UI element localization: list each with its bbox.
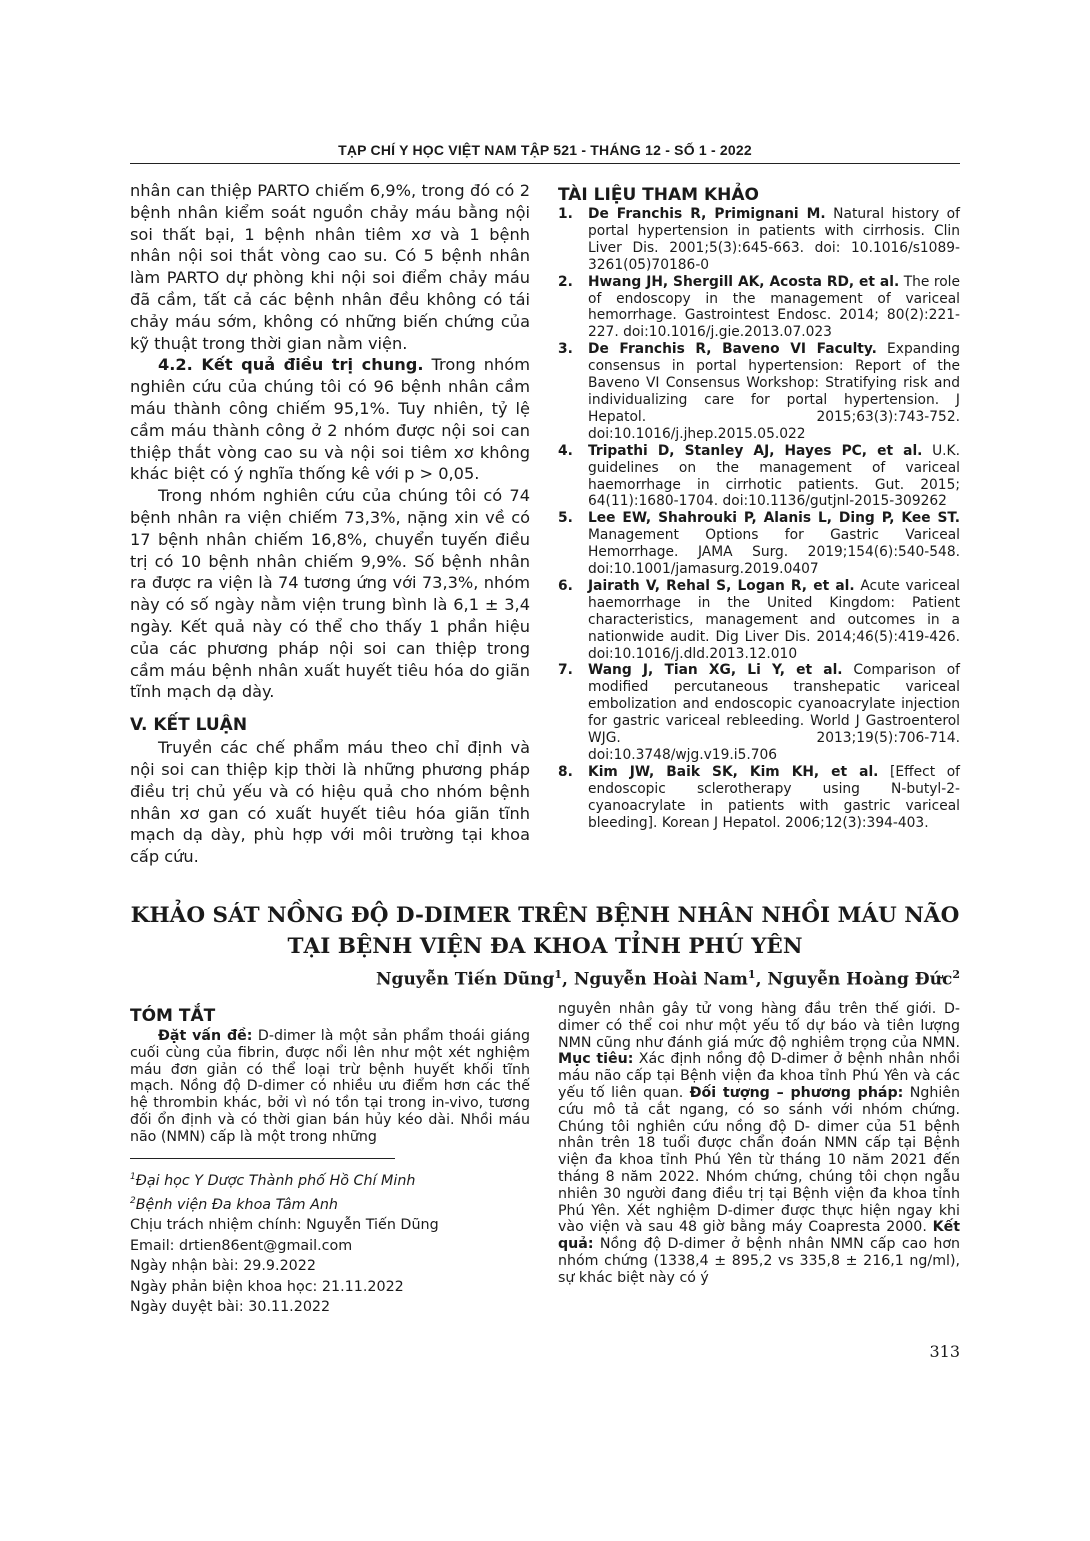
reference-text: Management Options for Gastric Variceal Hemorrhage. JAMA Surg. 2019;154(6):540-548. doi:10.1001/jamasurg.2019.0407 [588,527,960,578]
author-list [130,968,960,990]
summary-heading: TÓM TẮT [130,1006,216,1026]
reference-text: Comparison of modified percutaneous transhepatic variceal embolization and endoscopic cyanoacrylate injection for gastric variceal rebleeding. World J Gastroenterol WJG. 2013;19(5):706-714. doi:10.3748/wjg.v19.i5.706 [588,662,960,763]
reference-text: U.K. guidelines on the management of variceal haemorrhage in cirrhotic patients. Gut. 2015; 64(11):1680-1704. doi:10.1136/gutjnl-2015-309262 [588,442,960,510]
reference-item [558,578,960,663]
author-affiliation-mark: 2 [952,968,960,981]
reference-number: 7. [558,662,573,679]
reference-authors: Jairath V, Rehal S, Logan R, et al. [588,577,855,594]
paragraph-results-text: Trong nhóm nghiên cứu của chúng tôi có 96 bệnh nhân cầm máu thành công chiếm 95,1%. Tuy nhiên, tỷ lệ cầm máu thành công ở 2 nhóm được nội soi can thiệp thắt vòng cao su và nội soi tiêm xơ không khác biệt có ý nghĩa thống kê với p > 0,05. [130,355,530,484]
summary-text: Nồng độ D-dimer ở bệnh nhân NMN cấp cao hơn nhóm chứng (1338,4 ± 895,2 vs 335,8 ± 216,1 ng/ml), sự khác biệt này có ý [558,1236,960,1286]
reference-item [558,341,960,442]
reference-authors: Wang J, Tian XG, Li Y, et al. [588,662,843,679]
summary-label: Kết quả: [558,1219,960,1253]
reference-item [558,206,960,274]
summary-text: nguyên nhân gây tử vong hàng đầu trên thế giới. D-dimer có thể coi như một yếu tố dự báo và tiên lượng NMN cũng như đánh giá mức độ nghiêm trọng của NMN. [558,1001,960,1051]
summary-continued [558,1001,960,1287]
author-affiliation-mark: 1 [747,968,756,981]
summary-text: D-dimer là một sản phẩm thoái giáng cuối cùng của fibrin, được nổi lên như một xét nghiệm máu đơn giản có thể loại trừ bệnh huyết khối tĩnh mạch. Nồng độ D-dimer có nhiều ưu điểm hơn các thế hệ thrombin khác, bởi vì nó tồn tại trong in-vivo, tương đối ổn định và có thời gian bán hủy kéo dài. Nhồi máu não (NMN) cấp là một trong những [130,1028,530,1145]
author-name: Nguyễn Hoàng Đức [767,969,953,990]
paragraph-parto: nhân can thiệp PARTO chiếm 6,9%, trong đó có 2 bệnh nhân kiểm soát nguồn chảy máu bằng nội soi thất bại, 1 bệnh nhân tiêm xơ và 1 bệnh nhân nội soi thắt vòng cao su. Có 5 bệnh nhân làm PARTO dự phòng khi nội soi điểm chảy máu đã cầm, tất cả các bệnh nhân đều không có tái chảy máu sớm, không có những biến chứng của kỹ thuật trong thời gian nằm viện. [130,181,530,353]
footnote-rule [130,1158,395,1159]
reference-text: Natural history of portal hypertension in patients with cirrhosis. Clin Liver Dis. 2001;5(3):645-663. doi: 10.1016/s1089-3261(05)70186-0 [588,206,960,273]
header-rule [130,163,960,164]
reference-body [588,443,960,511]
affiliation-2 [130,1191,530,1215]
author-name: Nguyễn Tiến Dũng [376,969,555,990]
article-title [130,900,960,962]
summary-right-column [558,1001,960,1287]
reference-number: 6. [558,577,573,594]
reference-text: The role of endoscopy in the management of variceal hemorrhage. Gastrointest Endosc. 2014; 80(2):221-227. doi:10.1016/j.gie.2013.07.023 [588,273,960,341]
article-title-line: TẠI BỆNH VIỆN ĐA KHOA TỈNH PHÚ YÊN [287,934,803,959]
author-affiliation-mark: 1 [554,968,562,981]
summary-text: Nghiên cứu mô tả cắt ngang, có so sánh với nhóm chứng. Chúng tôi nghiên cứu nồng độ D- dimer của 51 bệnh nhân trên 18 tuổi được chẩn đoán NMN cấp tại Bệnh viện đa khoa tỉnh Phú Yên từ tháng 10 năm 2021 đến tháng 8 năm 2022. Nhóm chứng, chúng tôi chọn ngẫu nhiên 30 người đang điều trị tại Bệnh viện đa khoa tỉnh Phú Yên. Xét nghiệm D-dimer được thực hiện ngay khi vào viện và sau 48 giờ bằng máy Coapresta 2000. [558,1084,960,1236]
reference-item [558,274,960,342]
reference-body [588,206,960,274]
author-separator: , [755,969,768,990]
reference-authors: Lee EW, Shahrouki P, Alanis L, Ding P, Kee ST. [588,510,960,527]
reference-authors: Kim JW, Baik SK, Kim KH, et al. [588,763,879,780]
reference-number: 1. [558,206,573,222]
date-accepted: Ngày duyệt bài: 30.11.2022 [130,1299,331,1316]
reference-number: 2. [558,273,573,290]
paragraph-conclusion: Truyền các chế phẩm máu theo chỉ định và nội soi can thiệp kịp thời là những phương pháp điều trị chủ yếu và có hiệu quả cho nhóm bệnh nhân xơ gan có xuất huyết tiêu hóa giãn tĩnh mạch dạ dày, phù hợp với môi trường tại khoa cấp cứu. [130,738,530,867]
reference-authors: De Franchis R, Baveno VI Faculty. [588,341,877,358]
affiliation-text: Bệnh viện Đa khoa Tâm Anh [135,1196,338,1213]
reference-body [588,764,960,832]
corresponding-author: Chịu trách nhiệm chính: Nguyễn Tiến Dũng [130,1217,439,1234]
date-reviewed: Ngày phản biện khoa học: 21.11.2022 [130,1278,404,1295]
reference-item [558,764,960,832]
reference-number: 3. [558,341,573,358]
reference-body [588,578,960,663]
references-column [558,185,960,832]
reference-number: 8. [558,763,573,780]
affiliation-mark: 1 [130,1171,136,1182]
reference-body [588,274,960,342]
paragraph-discharge: Trong nhóm nghiên cứu của chúng tôi có 74 bệnh nhân ra viện chiếm 73,3%, nặng xin về có 17 bệnh nhân chiếm 16,8%, chuyển tuyến điều trị có 10 bệnh nhân chiếm 9,9%. Số bệnh nhân ra được ra viện là 74 tương ứng với 73,3%, nhóm này có số ngày nằm viện trung bình là 6,1 ± 3,4 ngày. Kết quả này có thể cho thấy 1 phần hiệu của các phương pháp nội soi can thiệp trong cầm máu bệnh nhân xuất huyết tiêu hóa do giãn tĩnh mạch dạ dày. [130,486,530,702]
summary-label: Đối tượng – phương pháp: [689,1084,904,1101]
page-number: 313 [929,1342,960,1361]
reference-authors: De Franchis R, Primignani M. [588,206,826,222]
summary-label: Mục tiêu: [558,1051,634,1068]
affiliation-1 [130,1167,530,1191]
reference-text: Acute variceal haemorrhage in the United Kingdom: Patient characteristics, management and outcomes in a nationwide audit. Dig Liver Dis. 2014;46(5):419-426. doi:10.1016/j.dld.2013.12.010 [588,577,960,662]
author-separator: , [561,969,574,990]
paragraph-results [130,354,530,485]
reference-number: 5. [558,510,573,527]
summary-label: Đặt vấn đề: [158,1028,253,1044]
reference-text: Expanding consensus in portal hypertension: Report of the Baveno VI Consensus Workshop: Stratifying risk and individualizing care for portal hypertension. J Hepatol. 2015;63(3):743-752. doi:10.1016/j.jhep.2015.05.022 [588,341,960,442]
date-received: Ngày nhận bài: 29.9.2022 [130,1258,316,1275]
reference-text: [Effect of endoscopic sclerotherapy using N-butyl-2-cyanoacrylate in patients with gastric variceal bleeding]. Korean J Hepatol. 2006;12(3):394-403. [588,763,960,831]
reference-body [588,662,960,763]
reference-item [558,443,960,511]
journal-header: TẠP CHÍ Y HỌC VIỆT NAM TẬP 521 - THÁNG 12 - SỐ 1 - 2022 [338,142,752,158]
reference-authors: Hwang JH, Shergill AK, Acosta RD, et al. [588,273,900,290]
summary-text: Xác định nồng độ D-dimer ở bệnh nhân nhồi máu não cấp tại Bệnh viện đa khoa tỉnh Phú Yên và các yếu tố liên quan. [558,1051,960,1101]
reference-body [588,510,960,578]
reference-number: 4. [558,442,573,459]
subsection-heading: 4.2. Kết quả điều trị chung. [158,355,424,375]
left-column [130,180,530,868]
affiliation-mark: 2 [130,1195,136,1206]
section-heading-conclusion: V. KẾT LUẬN [130,715,248,736]
author-name: Nguyễn Hoài Nam [573,969,748,990]
reference-body [588,341,960,442]
references-heading: TÀI LIỆU THAM KHẢO [558,185,759,205]
article-title-line: KHẢO SÁT NỒNG ĐỘ D-DIMER TRÊN BỆNH NHÂN NHỒI MÁU NÃO [130,903,960,928]
reference-item [558,510,960,578]
summary-background [130,1028,530,1146]
summary-left-column [130,1006,530,1318]
author-email: Email: drtien86ent@gmail.com [130,1237,353,1254]
reference-authors: Tripathi D, Stanley AJ, Hayes PC, et al. [588,442,923,459]
reference-item [558,662,960,763]
affiliation-text: Đại học Y Dược Thành phố Hồ Chí Minh [135,1172,416,1189]
